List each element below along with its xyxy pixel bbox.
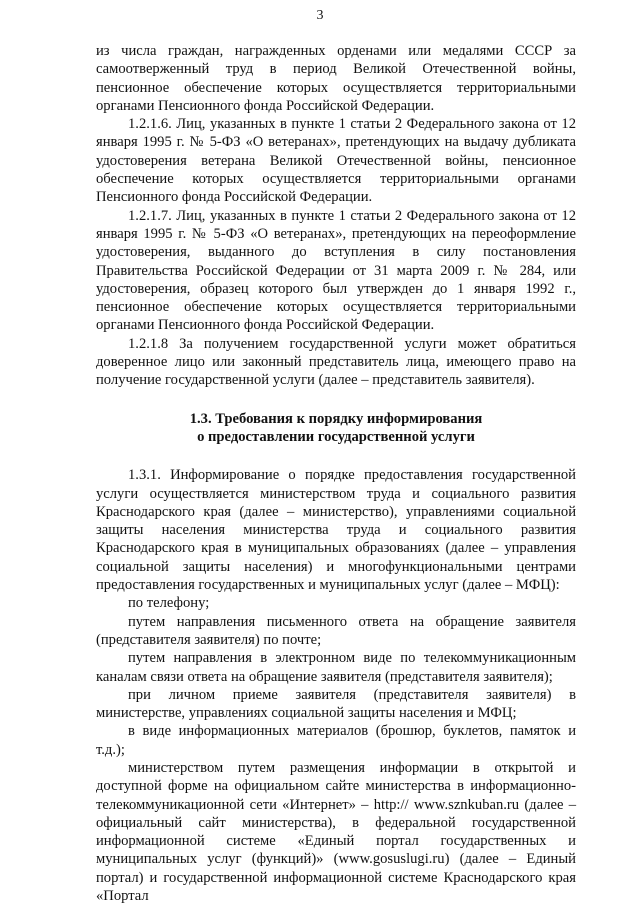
paragraph-continuation: из числа граждан, награжденных орденами или медалями СССР за самоотверженный труд в период Великой Отечественной войны, пенсионное обеспечение которых осуществляется территориальными органами Пенсионного фонда Российской Федерации. xyxy=(96,43,576,114)
document-body xyxy=(96,42,576,905)
list-item-post: путем направления письменного ответа на обращение заявителя (представителя заявителя) по почте; xyxy=(96,613,576,648)
paragraph-1-3-1: 1.3.1. Информирование о порядке предоставления государственной услуги осуществляется министерством труда и социального развития Краснодарского края (далее – министерство), управлениями социальной защиты населения министерства труда и социального развития Краснодарского края в муниципальных образованиях (далее – управления социальной защиты населения) и многофункциональными центрами предоставления государственных и муниципальных услуг (далее – МФЦ): xyxy=(96,467,576,594)
paragraph-1-2-1-6: 1.2.1.6. Лиц, указанных в пункте 1 статьи 2 Федерального закона от 12 января 1995 г. № 5-ФЗ «О ветеранах», претендующих на выдачу дубликата удостоверения ветерана Великой Отечественной войны, пенсионное обеспечение которых осуществляется территориальными органами Пенсионного фонда Российской Федерации. xyxy=(96,116,576,206)
list-item-materials: в виде информационных материалов (брошюр, буклетов, памяток и т.д.); xyxy=(96,723,576,758)
section-heading-line-1: 1.3. Требования к порядку информирования xyxy=(189,410,483,427)
list-item-electronic: путем направления в электронном виде по телекоммуникационным каналам связи ответа на обращение заявителя (представителя заявителя); xyxy=(96,650,576,685)
page-number: 3 xyxy=(316,8,324,23)
section-heading xyxy=(96,410,576,447)
section-heading-line-2: о предоставлении государственной услуги xyxy=(197,428,475,445)
paragraph-1-2-1-8: 1.2.1.8 За получением государственной услуги может обратиться доверенное лицо или законный представитель лица, имеющего право на получение государственной услуги (далее – представитель заявителя). xyxy=(96,335,576,389)
list-item-phone: по телефону; xyxy=(128,595,210,612)
list-item-website: министерством путем размещения информации в открытой и доступной форме на официальном сайте министерства в информационно-телекоммуникационной сети «Интернет» – http:// www.sznkuban.ru (далее – официальный сайт министерства), в федеральной государственной информационной системе «Единый портал государственных и муниципальных услуг (функций)» (www.gosuslugi.ru) (далее – Единый портал) и государственной информационной системе Краснодарского края «Портал xyxy=(96,759,576,905)
list-item-personal: при личном приеме заявителя (представителя заявителя) в министерстве, управлениях социальной защиты населения и МФЦ; xyxy=(96,686,576,722)
paragraph-1-2-1-7: 1.2.1.7. Лиц, указанных в пункте 1 статьи 2 Федерального закона от 12 января 1995 г. № 5-ФЗ «О ветеранах», претендующих на переоформление удостоверения, выданного до вступления в силу постановления Правительства Российской Федерации от 31 марта 2009 г. № 284, или удостоверения, образец которого был утвержден до 1 января 1992 г., пенсионное обеспечение которых осуществляется территориальными органами Пенсионного фонда Российской Федерации. xyxy=(96,207,576,334)
